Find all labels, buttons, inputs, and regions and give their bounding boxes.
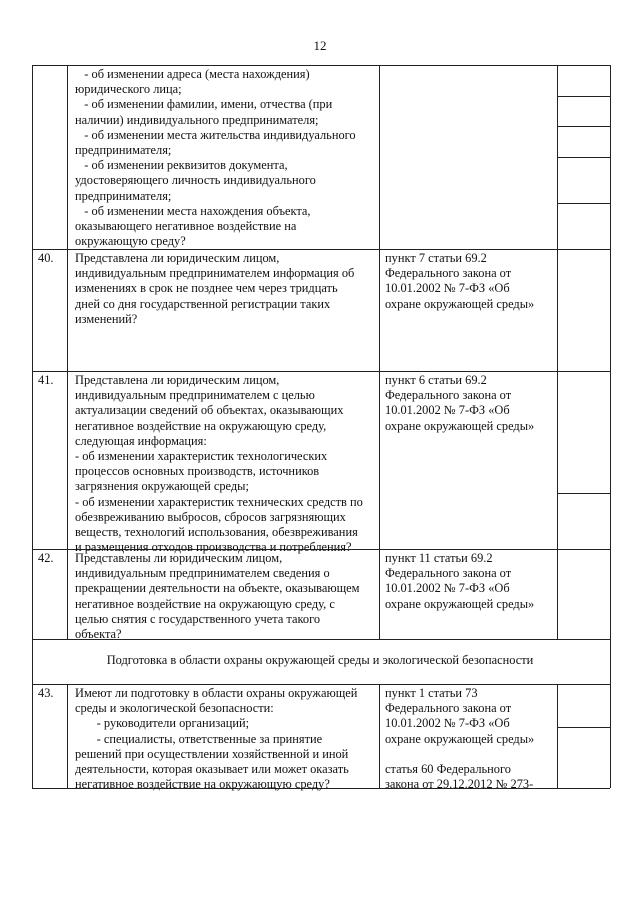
reference-line: статья 60 Федерального [385, 762, 511, 777]
check-cell-divider [557, 126, 610, 127]
question-line: индивидуальным предпринимателем информация об [75, 266, 355, 281]
reference-line: Федерального закона от [385, 701, 512, 716]
question-line: негативное воздействие на окружающую среду, [75, 418, 327, 433]
reference-line: пункт 6 статьи 69.2 [385, 373, 487, 387]
question-line: решений при осуществлении хозяйственной и иной [75, 746, 349, 761]
question-cell-continued [75, 67, 356, 249]
table-border [32, 65, 610, 66]
number-column-divider [67, 65, 68, 639]
question-line: процессов основных производств, источников [75, 464, 320, 479]
question-line: Имеют ли подготовку в области охраны окружающей [75, 686, 358, 700]
reference-line: охране окружающей среды» [385, 296, 535, 311]
reference-line: Федерального закона от [385, 566, 512, 581]
question-line: юридического лица; [75, 82, 182, 97]
reference-cell [385, 251, 534, 312]
table-left-border [32, 684, 33, 788]
reference-line [385, 747, 534, 762]
row-number: 43. [38, 686, 54, 700]
row-divider [32, 684, 610, 685]
question-line: дней со дня государственной регистрации таких [75, 296, 331, 311]
question-cell [75, 551, 359, 642]
question-line: и размещения отходов производства и потребления? [75, 540, 352, 555]
question-line: целью снятия с государственного учета такого [75, 611, 321, 626]
question-line: удостоверяющего личность индивидуального [75, 173, 316, 188]
reference-cell [385, 373, 534, 434]
number-column-divider [67, 684, 68, 788]
table-right-border [610, 65, 611, 639]
question-line: негативное воздействие на окружающую среду? [75, 777, 330, 792]
question-line: - об изменении места жительства индивидуального [75, 127, 356, 142]
question-line: - об изменении фамилии, имени, отчества (при [75, 97, 333, 112]
reference-line: 10.01.2002 № 7-ФЗ «Об [385, 403, 510, 418]
table-right-border [610, 684, 611, 788]
question-line: веществ, технологий использования, обезвреживания [75, 525, 358, 540]
row-number: 42. [38, 551, 54, 565]
question-line: - об изменении адреса (места нахождения) [75, 67, 310, 81]
question-line: обезвреживанию выбросов, сбросов загрязняющих [75, 509, 346, 524]
check-cell-divider [557, 96, 610, 97]
reference-column-divider [557, 65, 558, 639]
reference-line: 10.01.2002 № 7-ФЗ «Об [385, 716, 510, 731]
table-left-border [32, 65, 33, 639]
question-line: объекта? [75, 627, 122, 642]
check-cell-divider [557, 493, 610, 494]
question-line: - об изменении места нахождения объекта, [75, 203, 311, 218]
reference-line: 10.01.2002 № 7-ФЗ «Об [385, 281, 510, 296]
reference-cell [385, 686, 534, 792]
question-line: Представлены ли юридическим лицом, [75, 551, 283, 565]
question-line: - руководители организаций; [75, 716, 250, 731]
question-line: среды и экологической безопасности: [75, 701, 274, 716]
question-line: окружающую среду? [75, 234, 186, 249]
check-cell-divider [557, 203, 610, 204]
question-line: загрязнения окружающей среды; [75, 479, 249, 494]
question-line: негативное воздействие на окружающую среду, с [75, 596, 335, 611]
reference-line: пункт 1 статьи 73 [385, 686, 478, 700]
question-line: наличии) индивидуального предпринимателя; [75, 112, 319, 127]
question-cell [75, 686, 357, 792]
reference-line: 10.01.2002 № 7-ФЗ «Об [385, 581, 510, 596]
reference-column-divider [557, 684, 558, 788]
question-line: прекращении деятельности на объекте, оказывающем [75, 581, 360, 596]
check-cell-divider [557, 157, 610, 158]
question-column-divider [379, 65, 380, 639]
row-number: 41. [38, 373, 54, 387]
question-column-divider [379, 684, 380, 788]
question-line: индивидуальным предпринимателем сведения о [75, 566, 330, 581]
check-cell-divider [557, 727, 610, 728]
question-line: деятельности, которая оказывает или может оказать [75, 762, 349, 777]
reference-cell [385, 551, 534, 612]
question-line: предпринимателя; [75, 188, 172, 203]
question-line: предпринимателя; [75, 143, 172, 158]
question-line: актуализации сведений об объектах, оказывающих [75, 403, 344, 418]
reference-line: пункт 11 статьи 69.2 [385, 551, 493, 565]
page-number: 12 [313, 38, 327, 53]
question-line: - об изменении характеристик технологических [75, 449, 328, 464]
question-cell [75, 373, 363, 555]
reference-line: охране окружающей среды» [385, 418, 535, 433]
question-line: - об изменении реквизитов документа, [75, 158, 288, 173]
question-line: следующая информация: [75, 433, 207, 448]
reference-line: Федерального закона от [385, 266, 512, 281]
question-line: Представлена ли юридическим лицом, [75, 251, 280, 265]
reference-line: Федерального закона от [385, 388, 512, 403]
row-divider [32, 371, 610, 372]
reference-line: пункт 7 статьи 69.2 [385, 251, 487, 265]
reference-line: охране окружающей среды» [385, 731, 535, 746]
section-heading: Подготовка в области охраны окружающей среды и экологической безопасности [106, 653, 534, 667]
reference-line: охране окружающей среды» [385, 596, 535, 611]
question-line: - об изменении характеристик технических средств по [75, 494, 363, 509]
question-line: индивидуальным предпринимателем с целью [75, 388, 315, 403]
row-number: 40. [38, 251, 54, 265]
question-line: изменениях в срок не позднее чем через тридцать [75, 281, 338, 296]
question-line: - специалисты, ответственные за принятие [75, 731, 323, 746]
question-line: Представлена ли юридическим лицом, [75, 373, 280, 387]
question-line: изменений? [75, 311, 138, 326]
reference-line: закона от 29.12.2012 № 273- [385, 777, 534, 792]
question-cell [75, 251, 354, 327]
question-line: оказывающего негативное воздействие на [75, 219, 297, 234]
